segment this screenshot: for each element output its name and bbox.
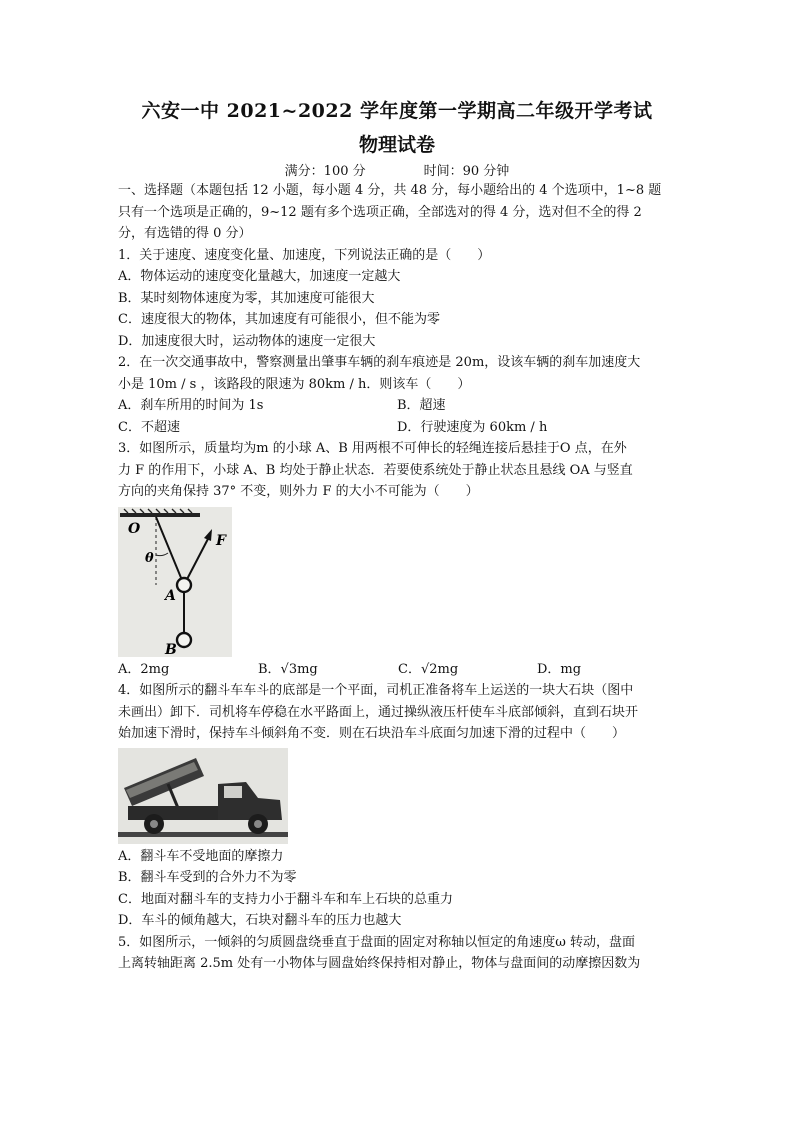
- label-theta: θ: [145, 550, 154, 566]
- section-instructions: 分，有选错的得 0 分）: [118, 226, 252, 241]
- question-1-option-d: D．加速度很大时，运动物体的速度一定很大: [118, 333, 376, 349]
- exam-content: [118, 180, 678, 975]
- exam-title: 六安一中 2021~2022 学年度第一学期高二年级开学考试: [141, 100, 653, 122]
- question-2-option-a: A．刹车所用的时间为 1s: [118, 398, 264, 413]
- question-2-options-row: [118, 417, 678, 439]
- question-3-stem: 3．如图所示，质量均为m 的小球 A、B 用两根不可伸长的轻绳连接后悬挂于O 点，在外: [118, 441, 627, 456]
- question-2-stem: 2．在一次交通事故中，警察测量出肇事车辆的刹车痕迹是 20m，设该车辆的刹车加速度大: [118, 355, 641, 370]
- question-4-option-a: A．翻斗车不受地面的摩擦力: [118, 848, 284, 864]
- exam-subtitle: 物理试卷: [358, 134, 435, 156]
- section-instructions: 一、选择题（本题包括 12 小题，每小题 4 分，共 48 分，每小题给出的 4 个选项中，1~8 题: [118, 183, 662, 198]
- exam-meta: [0, 160, 794, 179]
- question-1-option-b: B．某时刻物体速度为零，其加速度可能很大: [118, 290, 375, 306]
- question-2-option-d: D．行驶速度为 60km / h: [397, 419, 548, 435]
- label-b: B: [165, 641, 177, 657]
- question-4-option-c: C．地面对翻斗车的支持力小于翻斗车和车上石块的总重力: [118, 891, 453, 907]
- question-4-stem: 4．如图所示的翻斗车车斗的底部是一个平面，司机正准备将车上运送的一块大石块（图中: [118, 683, 634, 698]
- section-instructions: 只有一个选项是正确的，9~12 题有多个选项正确，全部选对的得 4 分，选对但不全的得 2: [118, 204, 642, 220]
- label-f: F: [216, 532, 226, 549]
- question-1-option-a: A．物体运动的速度变化量越大，加速度一定越大: [118, 269, 401, 284]
- question-5-stem: 上离转轴距离 2.5m 处有一小物体与圆盘始终保持相对静止，物体与盘面间的动摩擦因数为: [118, 956, 641, 971]
- label-a: A: [165, 587, 176, 604]
- question-5-stem: 5．如图所示，一倾斜的匀质圆盘绕垂直于盘面的固定对称轴以恒定的角速度ω 转动，盘面: [118, 934, 636, 950]
- question-3-option-c: C．√2mg: [398, 661, 459, 677]
- question-4-option-b: B．翻斗车受到的合外力不为零: [118, 870, 297, 885]
- question-3-stem: 方向的夹角保持 37° 不变，则外力 F 的大小不可能为（ ）: [118, 484, 479, 499]
- question-3-option-b: B．√3mg: [258, 661, 318, 677]
- question-1-stem: 1．关于速度、速度变化量、加速度，下列说法正确的是（ ）: [118, 247, 491, 263]
- question-4-option-d: D．车斗的倾角越大，石块对翻斗车的压力也越大: [118, 913, 402, 928]
- question-4-stem: 未画出）卸下．司机将车停稳在水平路面上，通过操纵液压杆使车斗底部倾斜，直到石块开: [118, 704, 639, 720]
- question-2-option-b: B．超速: [397, 398, 446, 413]
- full-score: 满分：100 分: [284, 164, 366, 179]
- question-2-stem: 小是 10m / s ，该路段的限速为 80km / h．则该车（ ）: [118, 376, 471, 392]
- question-3-stem: 力 F 的作用下，小球 A、B 均处于静止状态．若要使系统处于静止状态且悬线 OA 与竖直: [118, 462, 633, 478]
- question-2-options-row: [118, 395, 678, 417]
- question-2-option-c: C．不超速: [118, 419, 180, 435]
- label-o: O: [128, 520, 141, 537]
- question-3-option-d: D．mg: [537, 661, 582, 677]
- hanging-balls-figure: [118, 507, 232, 657]
- question-1-option-c: C．速度很大的物体，其加速度有可能很小，但不能为零: [118, 312, 440, 327]
- dump-truck-figure: [118, 748, 288, 844]
- exam-time: 时间：90 分钟: [423, 164, 510, 179]
- question-4-stem: 始加速下滑时，保持车斗倾斜角不变．则在石块沿车斗底面匀加速下滑的过程中（ ）: [118, 726, 626, 741]
- question-3-option-a: A．2mg: [118, 661, 170, 677]
- question-3-options: [118, 659, 678, 681]
